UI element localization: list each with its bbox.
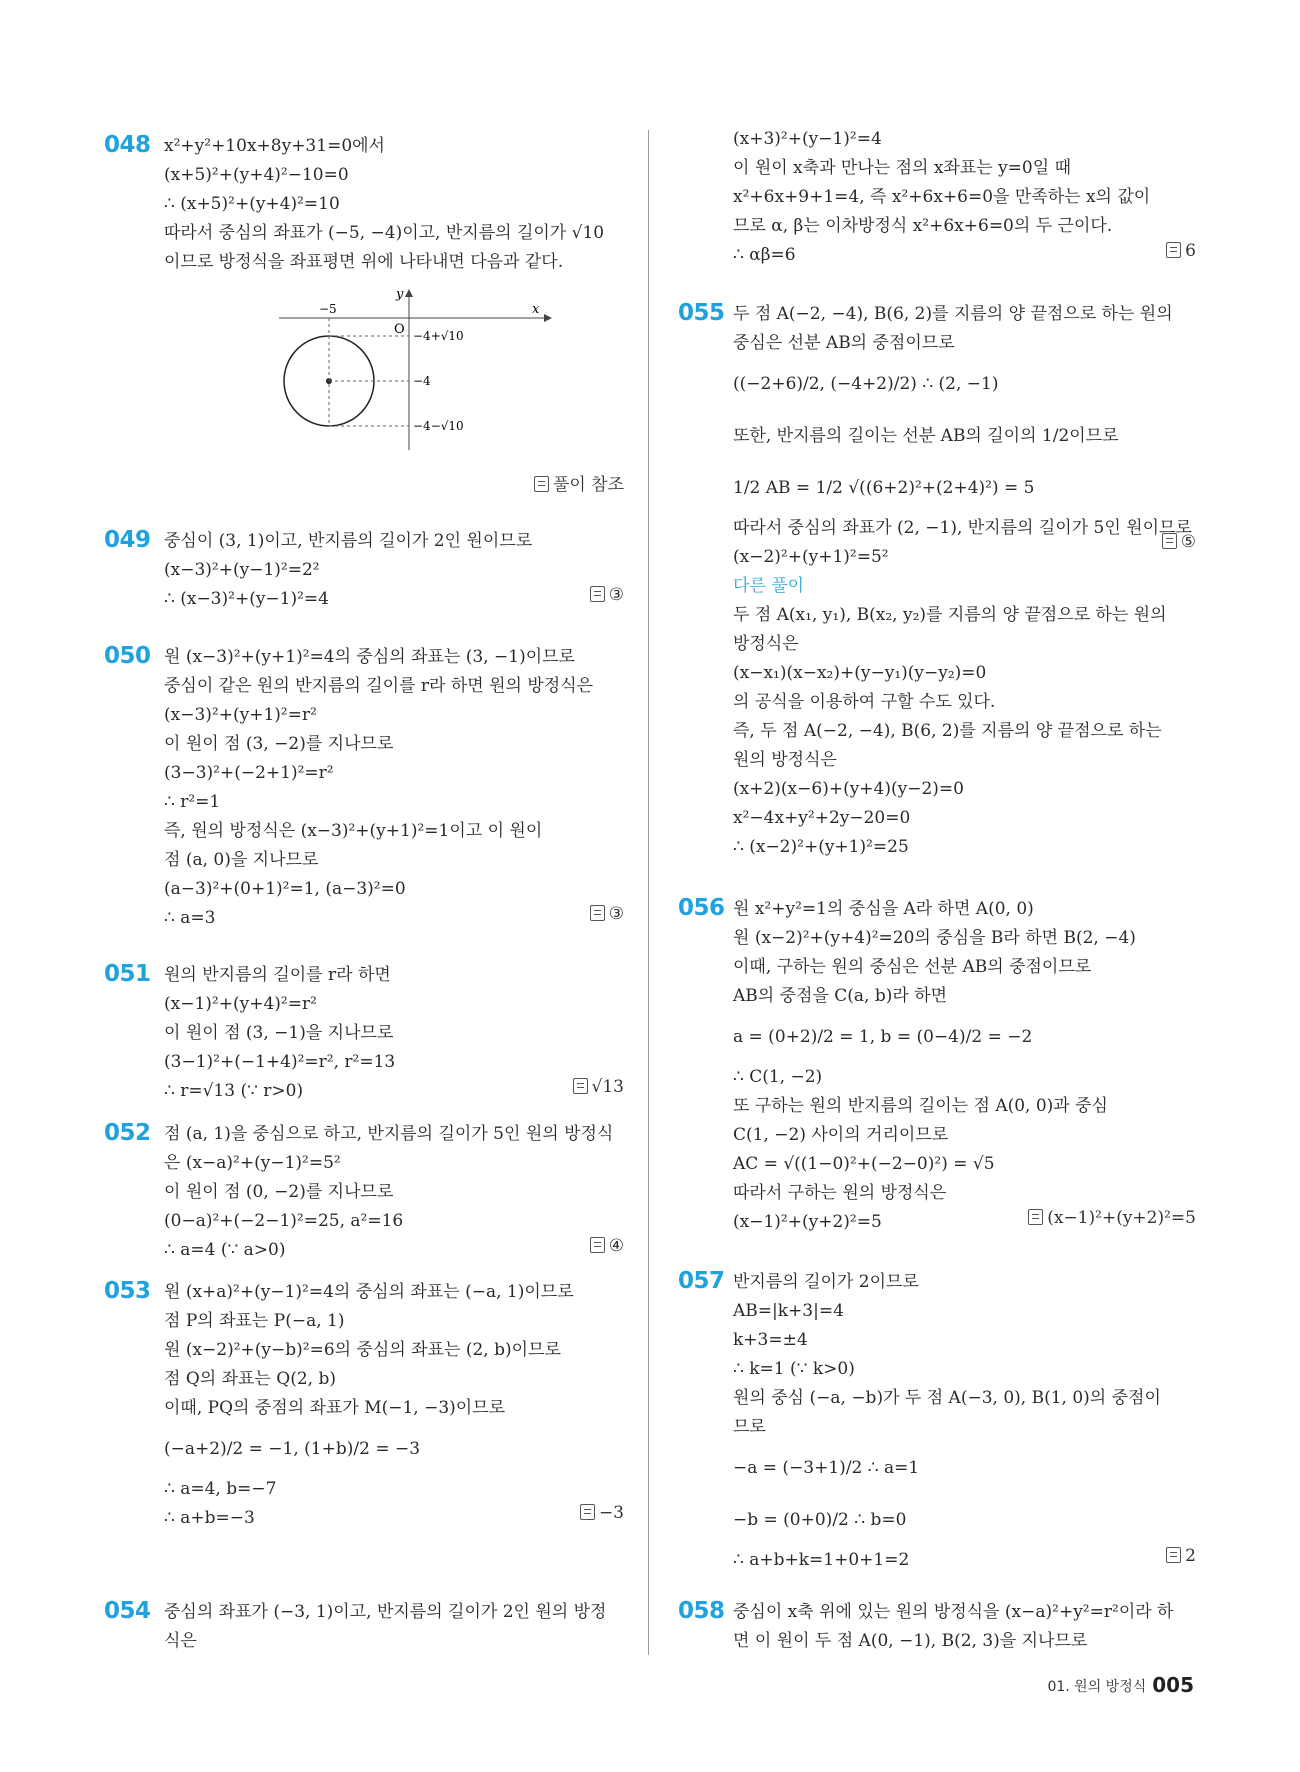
answer-icon	[590, 1237, 605, 1253]
line: (x−2)²+(y+1)²=5²	[733, 547, 889, 567]
line: 원 x²+y²=1의 중심을 A라 하면 A(0, 0)	[733, 899, 1034, 919]
line: ∴ (x+5)²+(y+4)²=10	[164, 194, 340, 214]
y-label: y	[396, 287, 404, 302]
line: 중심은 선분 AB의 중점이므로	[733, 333, 955, 353]
line: 이 원이 점 (3, −2)를 지나므로	[164, 734, 394, 754]
line: 또 구하는 원의 반지름의 길이는 점 A(0, 0)과 중심	[733, 1096, 1108, 1116]
line: (−a+2)/2 = −1, (1+b)/2 = −3	[164, 1439, 421, 1459]
line: 이때, 구하는 원의 중심은 선분 AB의 중점이므로	[733, 957, 1092, 977]
line: 두 점 A(−2, −4), B(6, 2)를 지름의 양 끝점으로 하는 원의	[733, 304, 1173, 324]
origin-label: O	[394, 322, 405, 337]
line: ∴ k=1 (∵ k>0)	[733, 1359, 855, 1379]
line: 1/2 AB = 1/2 √((6+2)²+(2+4)²) = 5	[733, 478, 1035, 498]
line: (x−1)²+(y+2)²=5	[733, 1212, 882, 1232]
line: 원 (x−3)²+(y+1)²=4의 중심의 좌표는 (3, −1)이므로	[164, 647, 575, 667]
solution	[733, 1598, 1196, 1656]
line: ∴ a=4 (∵ a>0)	[164, 1240, 286, 1260]
line: 두 점 A(x₁, y₁), B(x₂, y₂)를 지름의 양 끝점으로 하는 원의	[733, 605, 1167, 625]
line: (x−3)²+(y+1)²=r²	[164, 705, 317, 725]
line: ∴ a=3	[164, 908, 216, 928]
solution	[164, 1120, 624, 1265]
alt-solution-label: 다른 풀이	[733, 576, 805, 596]
x-label: x	[532, 302, 540, 317]
line: 따라서 중심의 좌표가 (−5, −4)이고, 반지름의 길이가 √10	[164, 223, 605, 243]
line: 중심의 좌표가 (−3, 1)이고, 반지름의 길이가 2인 원의 방정	[164, 1602, 607, 1622]
line: 이 원이 점 (0, −2)를 지나므로	[164, 1182, 394, 1202]
tick-label-top: −4+√10	[413, 329, 464, 343]
line: 은 (x−a)²+(y−1)²=5²	[164, 1153, 341, 1173]
problem-number: 050	[104, 643, 151, 669]
column-divider	[648, 130, 649, 1655]
line: ∴ C(1, −2)	[733, 1067, 823, 1087]
answer-text: ③	[608, 585, 624, 605]
line: 중심이 (3, 1)이고, 반지름의 길이가 2인 원이므로	[164, 531, 533, 551]
tick-label-minus5: −5	[319, 302, 337, 316]
line: 식은	[164, 1631, 197, 1651]
line: AC = √((1−0)²+(−2−0)²) = √5	[733, 1154, 995, 1174]
problem-number: 057	[678, 1268, 725, 1294]
answer-text: ④	[608, 1236, 624, 1256]
solution	[733, 300, 1196, 862]
answer-icon	[1028, 1209, 1043, 1225]
line: 또한, 반지름의 길이는 선분 AB의 길이의 1/2이므로	[733, 426, 1119, 446]
chapter-title: 01. 원의 방정식	[1047, 1679, 1147, 1695]
line: 따라서 중심의 좌표가 (2, −1), 반지름의 길이가 5인 원이므로	[733, 518, 1192, 538]
line: ∴ a=4, b=−7	[164, 1479, 277, 1499]
answer	[573, 1077, 624, 1097]
solution	[164, 132, 624, 277]
answer-text: (x−1)²+(y+2)²=5	[1047, 1208, 1196, 1228]
answer	[1166, 241, 1196, 261]
line: 점 (a, 1)을 중심으로 하고, 반지름의 길이가 5인 원의 방정식	[164, 1124, 614, 1144]
answer	[534, 470, 624, 495]
line: 즉, 두 점 A(−2, −4), B(6, 2)를 지름의 양 끝점으로 하는	[733, 721, 1162, 741]
answer-icon	[590, 586, 605, 602]
line: 점 P의 좌표는 P(−a, 1)	[164, 1311, 345, 1331]
line: 중심이 같은 원의 반지름의 길이를 r라 하면 원의 방정식은	[164, 676, 594, 696]
line: −b = (0+0)/2 ∴ b=0	[733, 1510, 907, 1530]
answer-icon	[534, 476, 549, 492]
line: (x+3)²+(y−1)²=4	[733, 129, 882, 149]
problem-number: 049	[104, 527, 151, 553]
line: 즉, 원의 방정식은 (x−3)²+(y+1)²=1이고 이 원이	[164, 821, 543, 841]
answer-icon	[580, 1504, 595, 1520]
line: 원의 반지름의 길이를 r라 하면	[164, 965, 391, 985]
answer-text: −3	[598, 1503, 624, 1523]
line: (x+2)(x−6)+(y+4)(y−2)=0	[733, 779, 964, 799]
answer-text: ③	[608, 904, 624, 924]
line: AB의 중점을 C(a, b)라 하면	[733, 986, 948, 1006]
answer-icon	[1166, 242, 1181, 258]
problem-number: 055	[678, 300, 725, 326]
problem-number: 058	[678, 1598, 725, 1624]
line: 므로 α, β는 이차방정식 x²+6x+6=0의 두 근이다.	[733, 216, 1113, 236]
line: (x+5)²+(y+4)²−10=0	[164, 165, 349, 185]
line: 므로	[733, 1417, 766, 1437]
answer-text: ⑤	[1180, 532, 1196, 552]
line: 원의 중심 (−a, −b)가 두 점 A(−3, 0), B(1, 0)의 중점이	[733, 1388, 1161, 1408]
answer	[590, 904, 624, 924]
problem-number: 048	[104, 132, 151, 158]
line: ∴ a+b=−3	[164, 1508, 255, 1528]
answer	[1162, 532, 1196, 552]
line: k+3=±4	[733, 1330, 808, 1350]
solution	[164, 961, 624, 1106]
line: 이때, PQ의 중점의 좌표가 M(−1, −3)이므로	[164, 1398, 506, 1418]
solution	[733, 1268, 1196, 1575]
line: 중심이 x축 위에 있는 원의 방정식을 (x−a)²+y²=r²이라 하	[733, 1602, 1174, 1622]
problem-number: 053	[104, 1278, 151, 1304]
answer	[590, 1236, 624, 1256]
answer-icon	[573, 1078, 588, 1094]
problem-number: 056	[678, 895, 725, 921]
line: (x−3)²+(y−1)²=2²	[164, 560, 320, 580]
line: C(1, −2) 사이의 거리이므로	[733, 1125, 949, 1145]
solution	[164, 527, 624, 614]
line: 의 공식을 이용하여 구할 수도 있다.	[733, 692, 996, 712]
x-axis-arrow	[544, 314, 552, 322]
line: 이 원이 x축과 만나는 점의 x좌표는 y=0일 때	[733, 158, 1071, 178]
line: 따라서 구하는 원의 방정식은	[733, 1183, 947, 1203]
line: 원 (x+a)²+(y−1)²=4의 중심의 좌표는 (−a, 1)이므로	[164, 1282, 574, 1302]
solution	[733, 895, 1196, 1237]
line: (0−a)²+(−2−1)²=25, a²=16	[164, 1211, 404, 1231]
line: ∴ (x−3)²+(y−1)²=4	[164, 589, 329, 609]
answer-text: 2	[1185, 1546, 1196, 1566]
line: (x−x₁)(x−x₂)+(y−y₁)(y−y₂)=0	[733, 663, 987, 683]
answer-text: 6	[1185, 241, 1196, 261]
line: ∴ a+b+k=1+0+1=2	[733, 1550, 910, 1570]
answer-icon	[1162, 533, 1177, 549]
line: x²+6x+9+1=4, 즉 x²+6x+6=0을 만족하는 x의 값이	[733, 187, 1151, 207]
line: x²−4x+y²+2y−20=0	[733, 808, 911, 828]
line: (3−1)²+(−1+4)²=r², r²=13	[164, 1052, 396, 1072]
answer	[1028, 1208, 1196, 1228]
line: ∴ r=√13 (∵ r>0)	[164, 1081, 304, 1101]
answer	[590, 585, 624, 605]
solution	[164, 643, 624, 933]
line: (3−3)²+(−2+1)²=r²	[164, 763, 334, 783]
line: (x−1)²+(y+4)²=r²	[164, 994, 317, 1014]
answer	[1166, 1546, 1196, 1566]
answer-icon	[1166, 1547, 1181, 1563]
line: (a−3)²+(0+1)²=1, (a−3)²=0	[164, 879, 406, 899]
solution	[164, 1278, 624, 1533]
circle-graph	[274, 280, 564, 460]
line: 원 (x−2)²+(y+4)²=20의 중심을 B라 하면 B(2, −4)	[733, 928, 1136, 948]
line: −a = (−3+1)/2 ∴ a=1	[733, 1458, 920, 1478]
line: 면 이 원이 두 점 A(0, −1), B(2, 3)을 지나므로	[733, 1631, 1088, 1651]
line: 이므로 방정식을 좌표평면 위에 나타내면 다음과 같다.	[164, 252, 564, 272]
page-footer	[1047, 1673, 1194, 1697]
line: 점 (a, 0)을 지나므로	[164, 850, 319, 870]
line: a = (0+2)/2 = 1, b = (0−4)/2 = −2	[733, 1027, 1033, 1047]
line: 반지름의 길이가 2이므로	[733, 1272, 919, 1292]
line: 원의 방정식은	[733, 750, 837, 770]
line: ((−2+6)/2, (−4+2)/2) ∴ (2, −1)	[733, 374, 999, 394]
line: AB=|k+3|=4	[733, 1301, 844, 1321]
problem-number: 054	[104, 1598, 151, 1624]
tick-label-mid: −4	[413, 374, 431, 388]
line: ∴ (x−2)²+(y+1)²=25	[733, 837, 909, 857]
tick-label-bottom: −4−√10	[413, 419, 464, 433]
line: 점 Q의 좌표는 Q(2, b)	[164, 1369, 336, 1389]
line: 원 (x−2)²+(y−b)²=6의 중심의 좌표는 (2, b)이므로	[164, 1340, 561, 1360]
solution	[164, 1598, 624, 1656]
answer-text: 풀이 참조	[552, 475, 624, 495]
answer	[580, 1503, 624, 1523]
problem-number: 051	[104, 961, 151, 987]
y-axis-arrow	[405, 289, 413, 297]
line: ∴ r²=1	[164, 792, 221, 812]
page-number: 005	[1152, 1673, 1194, 1697]
line: ∴ αβ=6	[733, 245, 796, 265]
line: x²+y²+10x+8y+31=0에서	[164, 136, 385, 156]
line: 이 원이 점 (3, −1)을 지나므로	[164, 1023, 394, 1043]
solution	[733, 125, 1196, 270]
answer-icon	[590, 905, 605, 921]
problem-number: 052	[104, 1120, 151, 1146]
answer-text: √13	[591, 1077, 624, 1097]
line: 방정식은	[733, 634, 799, 654]
